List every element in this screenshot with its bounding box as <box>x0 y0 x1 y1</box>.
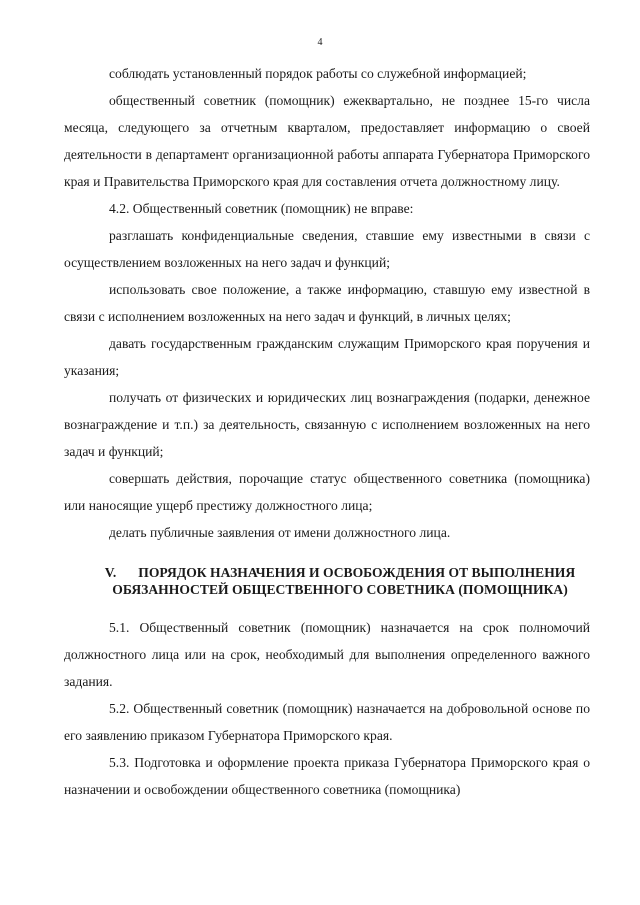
page-number: 4 <box>317 37 323 48</box>
section-heading <box>64 564 590 598</box>
paragraph: совершать действия, порочащие статус общественного советника (помощника) или наносящие ущерб престижу должностного лица; <box>64 471 590 513</box>
paragraph: получать от физических и юридических лиц вознаграждения (подарки, денежное вознаграждение и т.п.) за деятельность, связанную с исполнением возложенных на него задач и функций; <box>64 390 590 459</box>
section-number: V. <box>104 565 117 580</box>
paragraph: соблюдать установленный порядок работы со служебной информацией; <box>109 66 527 81</box>
paragraph: 5.2. Общественный советник (помощник) назначается на добровольной основе по его заявлению приказом Губернатора Приморского края. <box>64 701 590 743</box>
paragraph: 4.2. Общественный советник (помощник) не вправе: <box>109 201 414 216</box>
paragraph: разглашать конфиденциальные сведения, ставшие ему известными в связи с осуществлением возложенных на него задач и функций; <box>64 228 590 270</box>
paragraph: 5.3. Подготовка и оформление проекта приказа Губернатора Приморского края о назначении и освобождении общественного советника (помощника) <box>64 755 590 797</box>
paragraph: 5.1. Общественный советник (помощник) назначается на срок полномочий должностного лица или на срок, необходимый для выполнения определенного важного задания. <box>64 620 590 689</box>
paragraph: использовать свое положение, а также информацию, ставшую ему известной в связи с исполнением возложенных на него задач и функций, в личных целях; <box>64 282 590 324</box>
paragraph: делать публичные заявления от имени должностного лица. <box>109 525 451 540</box>
paragraph: давать государственным гражданским служащим Приморского края поручения и указания; <box>64 336 590 378</box>
paragraph: общественный советник (помощник) ежеквартально, не позднее 15-го числа месяца, следующего за отчетным кварталом, предоставляет информацию о своей деятельности в департамент организационной работы аппарата Губернатора Приморского края и Правительства Приморского края для составления отчета должностному лицу. <box>64 93 590 189</box>
document-body <box>64 60 590 803</box>
section-title: ПОРЯДОК НАЗНАЧЕНИЯ И ОСВОБОЖДЕНИЯ ОТ ВЫПОЛНЕНИЯ ОБЯЗАННОСТЕЙ ОБЩЕСТВЕННОГО СОВЕТНИКА (ПОМОЩНИКА) <box>112 565 576 597</box>
